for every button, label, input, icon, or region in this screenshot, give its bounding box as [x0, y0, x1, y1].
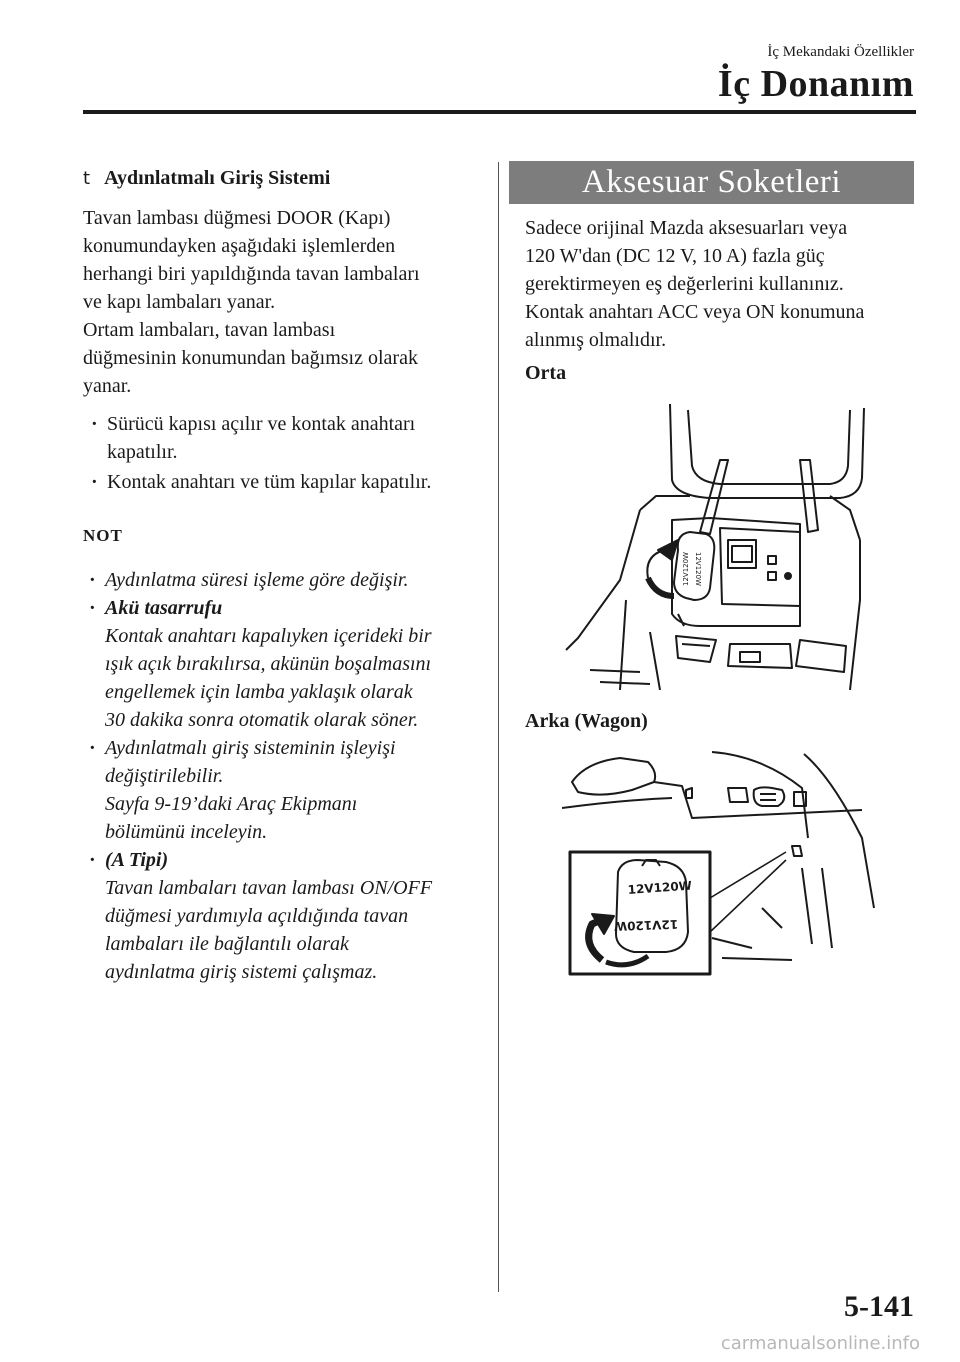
column-divider [498, 162, 499, 1292]
center-console-illustration [560, 400, 866, 690]
socket-label: 12V120W [682, 552, 690, 586]
list-item: · Sürücü kapısı açılır ve kontak anahtarı kapatılır. [83, 410, 483, 466]
note-bold-label: · Akü tasarrufu [105, 597, 223, 619]
left-body [83, 204, 483, 986]
note-heading: NOT [83, 526, 123, 545]
condition-list [83, 410, 483, 496]
watermark: carmanualsonline.info [720, 1333, 920, 1354]
intro-paragraph: Tavan lambası düğmesi DOOR (Kapı) konumundayken aşağıdaki işlemlerden herhangi biri yapıldığında tavan lambaları ve kapı lambaları yanar. Ortam lambaları, tavan lambası düğmesinin konumundan bağımsız olarak yanar. [83, 207, 420, 397]
section-heading [83, 164, 483, 193]
header-rule [83, 110, 916, 114]
list-item: · Akü tasarrufu Kontak anahtarı kapalıyken içerideki bir ışık açık bırakılırsa, akünün boşalmasını engellemek için lamba yaklaşık olarak 30 dakika sonra otomatik olarak söner. [83, 594, 483, 734]
rear-cargo-illustration [562, 748, 876, 984]
subheading-center: Orta [525, 362, 567, 384]
list-item: · (A Tipi) Tavan lambaları tavan lambası ON/OFF düğmesi yardımıyla açıldığında tavan lambaları ile bağlantılı olarak aydınlatma giriş sistemi çalışmaz. [83, 846, 483, 986]
socket-label: 12V120W [694, 552, 702, 586]
right-body [525, 214, 917, 354]
list-item: · Aydınlatma süresi işleme göre değişir. [83, 566, 483, 594]
chapter-title: İç Donanım [717, 63, 914, 105]
section-banner: Aksesuar Soketleri [509, 161, 914, 204]
usage-paragraph: Sadece orijinal Mazda aksesuarları veya 120 W'dan (DC 12 V, 10 A) fazla güç gerektirmeyen eş değerlerini kullanınız. Kontak anahtarı ACC veya ON konumuna alınmış olmalıdır. [525, 217, 865, 351]
page-number: 5-141 [844, 1290, 914, 1323]
socket-label: 12V120W [613, 917, 679, 934]
chapter-subtitle: İç Mekandaki Özellikler [767, 44, 914, 60]
section-marker-icon: t [83, 168, 91, 189]
list-item: · Aydınlatmalı giriş sisteminin işleyişi değiştirilebilir. Sayfa 9-19’daki Araç Ekipmanı bölümünü inceleyin. [83, 734, 483, 846]
list-item: · Kontak anahtarı ve tüm kapılar kapatılır. [83, 468, 483, 496]
subheading-rear: Arka (Wagon) [525, 710, 648, 732]
note-bold-label: · (A Tipi) [105, 849, 169, 871]
socket-label: 12V120W [627, 878, 693, 897]
section-title: Aydınlatmalı Giriş Sistemi [104, 167, 331, 189]
note-list [83, 566, 483, 986]
